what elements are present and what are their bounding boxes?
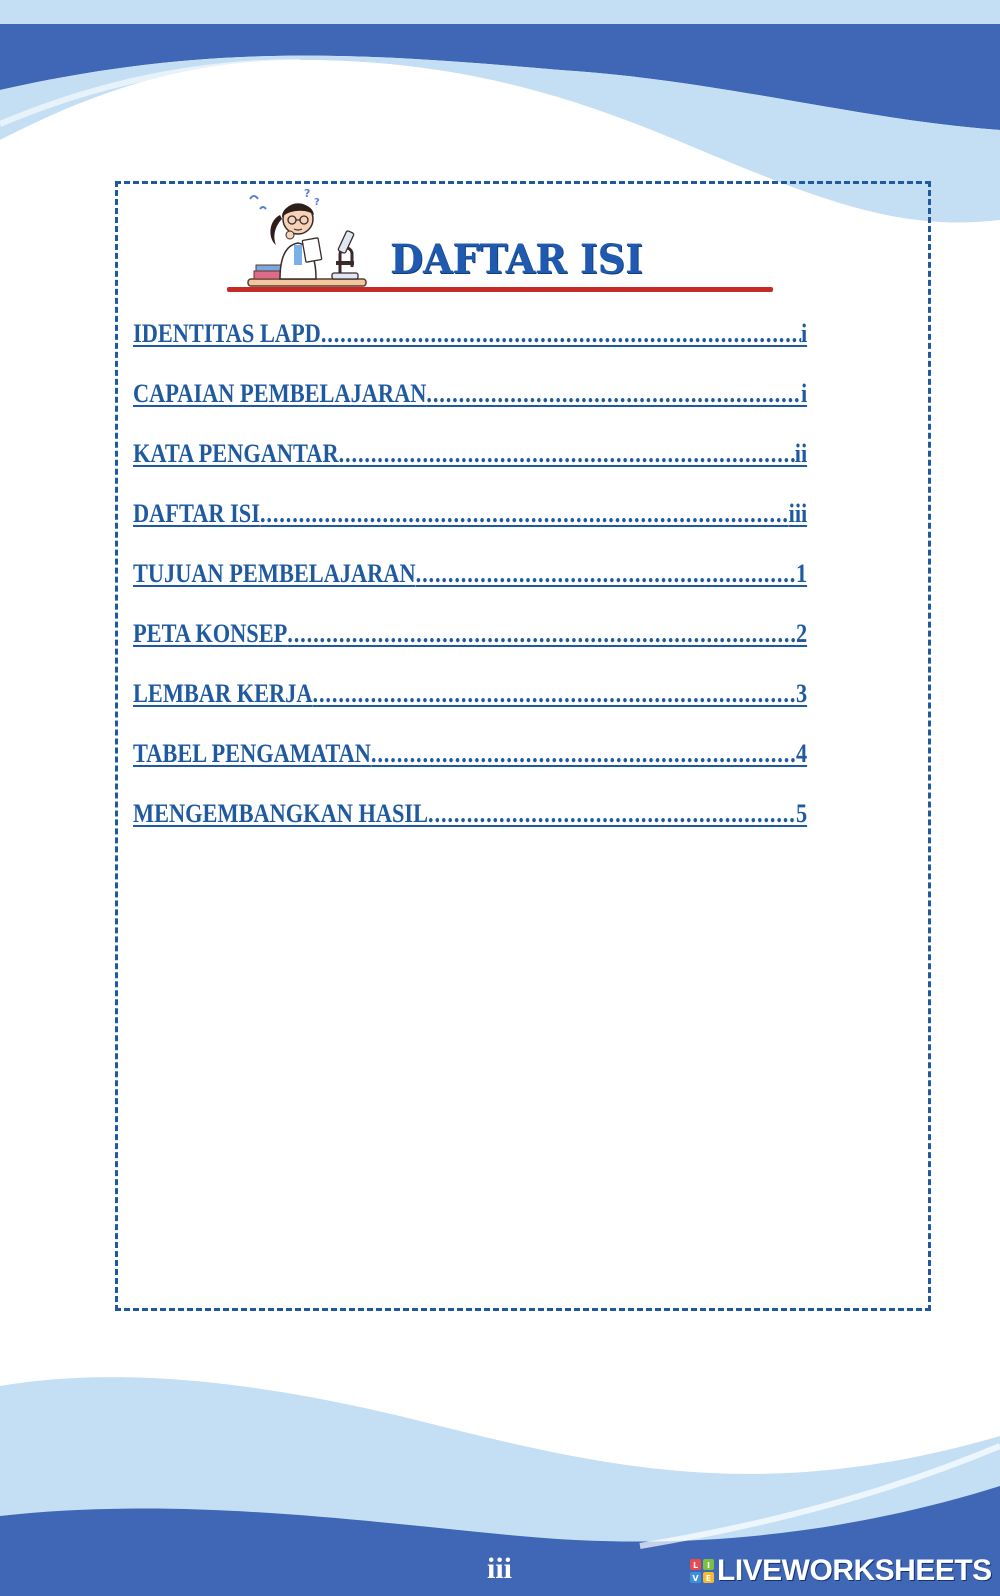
toc-label: TUJUAN PEMBELAJARAN xyxy=(133,559,416,588)
toc-leader xyxy=(426,370,801,418)
toc-leader xyxy=(287,610,796,658)
toc-link-peta-konsep[interactable] xyxy=(133,610,807,658)
svg-text:E: E xyxy=(705,1574,712,1583)
toc-label: TABEL PENGAMATAN xyxy=(133,739,371,768)
toc-label: DAFTAR ISI xyxy=(133,499,260,528)
toc-page-number: ii xyxy=(794,439,808,468)
toc-page-number: iii xyxy=(788,499,808,528)
toc-page-number: 2 xyxy=(796,619,808,648)
toc-label: IDENTITAS LAPD xyxy=(133,319,321,348)
toc-page-number: i xyxy=(801,379,808,408)
toc-link-capaian-pembelajaran[interactable] xyxy=(133,370,807,418)
toc-label: CAPAIAN PEMBELAJARAN xyxy=(133,379,427,408)
toc-leader xyxy=(260,490,789,538)
svg-text:V: V xyxy=(692,1574,699,1583)
toc-page-number: 3 xyxy=(796,679,808,708)
svg-text:I: I xyxy=(707,1561,710,1570)
toc-list xyxy=(133,310,917,850)
title-underline xyxy=(227,287,773,292)
toc-entry xyxy=(133,430,917,490)
toc-entry xyxy=(133,790,917,850)
toc-leader xyxy=(321,310,801,358)
toc-leader xyxy=(428,790,796,838)
page-number: iii xyxy=(487,1552,513,1585)
toc-entry xyxy=(133,550,917,610)
toc-entry xyxy=(133,610,917,670)
toc-link-kata-pengantar[interactable] xyxy=(133,430,807,478)
liveworksheets-logo-icon xyxy=(690,1559,714,1583)
toc-link-daftar-isi[interactable] xyxy=(133,490,807,538)
toc-page-number: 1 xyxy=(796,559,808,588)
page-title: DAFTAR ISI xyxy=(390,236,643,283)
toc-link-tabel-pengamatan[interactable] xyxy=(133,730,807,778)
toc-leader xyxy=(371,730,796,778)
toc-entry xyxy=(133,730,917,790)
toc-label: PETA KONSEP xyxy=(133,619,288,648)
svg-text:?: ? xyxy=(304,187,311,200)
toc-link-tujuan-pembelajaran[interactable] xyxy=(133,550,807,598)
scientist-with-microscope-icon xyxy=(246,187,372,295)
svg-text:?: ? xyxy=(314,197,320,208)
toc-link-lembar-kerja[interactable] xyxy=(133,670,807,718)
toc-label: MENGEMBANGKAN HASIL xyxy=(133,799,429,828)
toc-entry xyxy=(133,670,917,730)
liveworksheets-brand[interactable] xyxy=(690,1554,992,1588)
toc-entry xyxy=(133,310,917,370)
toc-leader xyxy=(313,670,797,718)
svg-text:L: L xyxy=(692,1561,699,1570)
toc-page-number: 5 xyxy=(796,799,808,828)
toc-leader xyxy=(416,550,796,598)
toc-label: KATA PENGANTAR xyxy=(133,439,339,468)
toc-page-number: 4 xyxy=(796,739,808,768)
toc-link-mengembangkan-hasil[interactable] xyxy=(133,790,807,838)
toc-leader xyxy=(339,430,795,478)
brand-name: LIVEWORKSHEETS xyxy=(717,1554,992,1587)
toc-entry xyxy=(133,370,917,430)
toc-page-number: i xyxy=(801,319,808,348)
toc-link-identitas-lapd[interactable] xyxy=(133,310,807,358)
toc-entry xyxy=(133,490,917,550)
toc-label: LEMBAR KERJA xyxy=(133,679,313,708)
